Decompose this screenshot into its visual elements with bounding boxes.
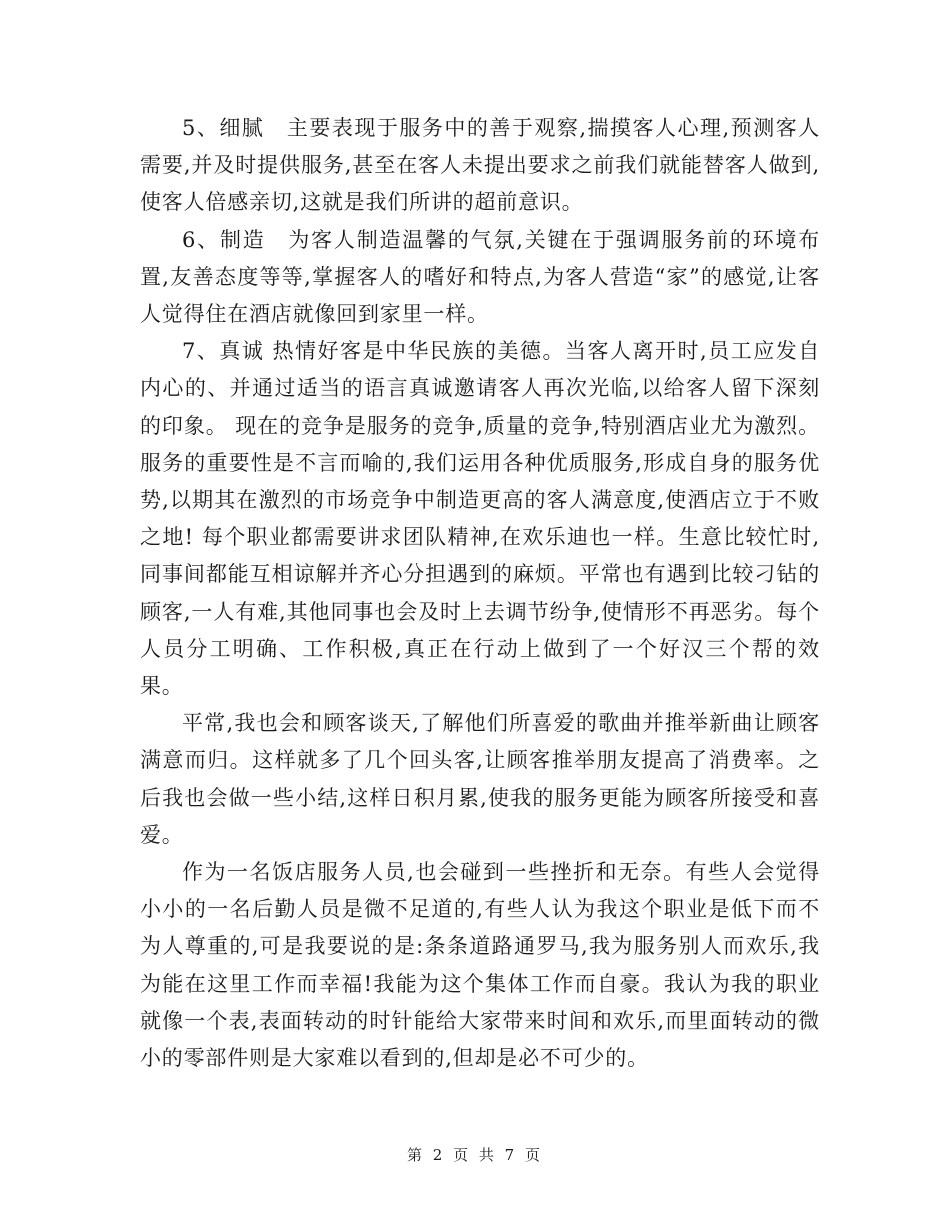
page-number-footer: 第 2 页 共 7 页 <box>407 1146 543 1164</box>
document-body <box>140 110 820 1077</box>
paragraph-delicacy: 5、细腻 主要表现于服务中的善于观察,揣摸客人心理,预测客人需要,并及时提供服务,甚至在客人未提出要求之前我们就能替客人做到,使客人倍感亲切,这就是我们所讲的超前意识。 <box>140 116 820 215</box>
paragraph-customer-chat: 平常,我也会和顾客谈天,了解他们所喜爱的歌曲并推举新曲让顾客满意而归。这样就多了几个回头客,让顾客推举朋友提高了消费率。之后我也会做一些小结,这样日积月累,使我的服务更能为顾客所接受和喜爱。 <box>140 711 820 847</box>
paragraph-atmosphere: 6、制造 为客人制造温馨的气氛,关键在于强调服务前的环境布置,友善态度等等,掌握客人的嗜好和特点,为客人营造“家”的感觉,让客人觉得住在酒店就像回到家里一样。 <box>140 227 820 327</box>
paragraph-job-reflection: 作为一名饭店服务人员,也会碰到一些挫折和无奈。有些人会觉得小小的一名后勤人员是微不足道的,有些人认为我这个职业是低下而不为人尊重的,可是我要说的是:条条道路通罗马,我为服务别人而欢乐,我为能在这里工作而幸福!我能为这个集体工作而自豪。我认为我的职业就像一个表,表面转动的时针能给大家带来时间和欢乐,而里面转动的微小的零部件则是大家难以看到的,但却是必不可少的。 <box>140 860 820 1071</box>
paragraph-sincerity: 7、真诚 热情好客是中华民族的美德。当客人离开时,员工应发自内心的、并通过适当的语言真诚邀请客人再次光临,以给客人留下深刻的印象。 现在的竞争是服务的竞争,质量的竞争,特别酒店业尤为激烈。服务的重要性是不言而喻的,我们运用各种优质服务,形成自身的服务优势,以期其在激烈的市场竞争中制造更高的客人满意度,使酒店立于不败之地! 每个职业都需要讲求团队精神,在欢乐迪也一样。生意比较忙时,同事间都能互相谅解并齐心分担遇到的麻烦。平常也有遇到比较刁钻的顾客,一人有难,其他同事也会及时上去调节纷争,使情形不再恶劣。每个人员分工明确、工作积极,真正在行动上做到了一个好汉三个帮的效果。 <box>140 339 820 699</box>
